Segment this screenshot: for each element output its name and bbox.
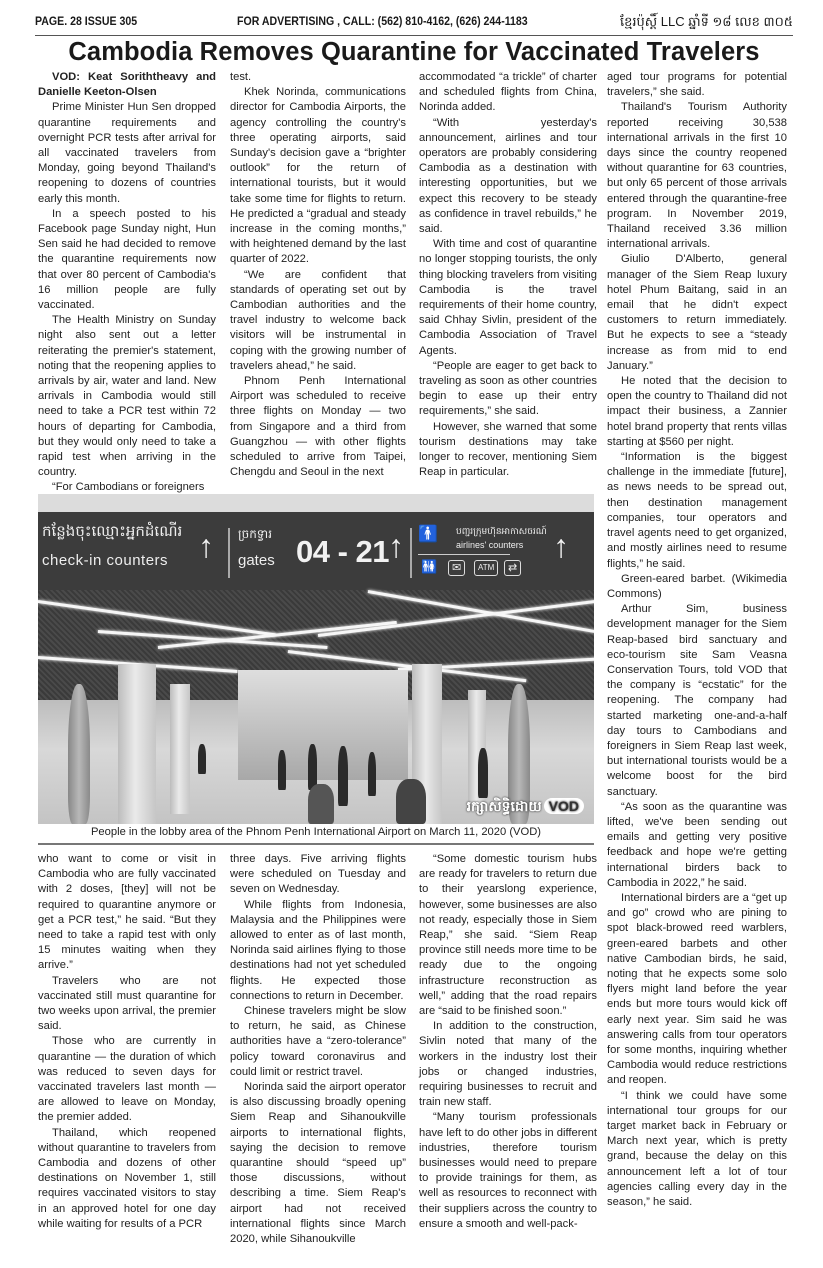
paragraph: test. xyxy=(230,71,252,83)
arrow-up-icon: ↑ xyxy=(553,528,569,564)
paragraph: Phnom Penh International Airport was scheduled to receive three flights on Monday — two from Singapore and a third from Guangzhou — with other flights scheduled to arrive from Taipei, Chengdu and Seoul in the next xyxy=(230,375,406,479)
paragraph: “Many tourism professionals have left to do other jobs in different industries, therefore tourism businesses would need to prepare to provide trainings for them, as well as resources to reconnect with their suppliers across the country to ensure a smooth and well-pack- xyxy=(419,1111,597,1230)
paragraph: accommodated “a trickle” of charter and scheduled flights from China, Norinda added. xyxy=(419,71,597,114)
paragraph: While flights from Indonesia, Malaysia and the Philippines were allowed to enter as of last month, Norinda said airlines flying to those destinations had not yet scheduled flights. He expected those connections to return in December. xyxy=(230,898,406,1002)
sign-gates-label: gates xyxy=(238,552,275,569)
people-icon: 🚹 xyxy=(418,526,438,543)
page-issue-label: PAGE. 28 ISSUE 305 xyxy=(35,16,138,28)
byline: VOD: Keat Soriththeavy and Danielle Keeton-Olsen xyxy=(38,71,216,99)
paragraph: He noted that the decision to open the country to Thailand did not impact their business, a Zannier hotel brand property that rents villas starting at $560 per night. xyxy=(607,375,787,448)
currency-exchange-icon: ⇄ xyxy=(504,560,521,576)
airport-sign xyxy=(38,512,594,590)
caption-divider xyxy=(38,843,594,845)
mail-icon: ✉ xyxy=(448,560,465,576)
sign-airlines-counters: airlines' counters xyxy=(456,540,524,550)
paragraph: With time and cost of quarantine no longer stopping tourists, the only thing blocking travelers from visiting Cambodia is the travel requirements of their home country, said Chhay Sivlin, president of the Cambodia Association of Travel Agents. xyxy=(419,238,597,357)
article-headline: Cambodia Removes Quarantine for Vaccinated Travelers xyxy=(68,38,760,66)
sign-khmer-airlines: បញ្ជរក្រុមហ៊ុនអាកាសចរណ៍ xyxy=(456,526,547,536)
paragraph: International birders are a “get up and go” crowd who are pining to spot black-browed reed warblers, green-eared barbets and other native Cambodian birds, he said, noting that he expects some solo flyers might land before the year ends but more tours would kick off early next year. Sim said he was answering calls from tour operators for some months, inquiring whether Cambodia would reduce restrictions and reopen. xyxy=(607,891,787,1087)
paragraph: Travelers who are not vaccinated still must quarantine for two weeks upon arrival, the premier said. xyxy=(38,974,216,1033)
article-column-4 xyxy=(607,70,787,1210)
article-column-2-top xyxy=(230,70,406,480)
paragraph: The Health Ministry on Sunday night also sent out a letter reiterating the premier's statement, noting that the reopening applies to arrivals by air, water and land. New arrivals in Cambodia would still need to take a PCR test within 72 hours of departing for Cambodia, but they would only need to take a rapid test when arriving in the country. xyxy=(38,314,216,479)
paragraph: Norinda said the airport operator is also discussing broadly opening Siem Reap and Sihanoukville airports to international flights, saying the decision to remove quarantine should “speed up” those discussions, without describing a time. Siem Reap's airport had not received international flights since March 2020, while Sihanoukville xyxy=(230,1081,406,1246)
paragraph: Thailand's Tourism Authority reported receiving 30,538 international arrivals in the first 10 days since the country reopened without quarantine for 63 countries, but only 65 percent of those arrivals entered through the quarantine-free program. In November 2019, Thailand received 3.36 million international arrivals. xyxy=(607,101,787,251)
sign-checkin-counters: check-in counters xyxy=(42,552,169,569)
vod-watermark: រក្សាសិទ្ធិដោយ VOD xyxy=(467,797,584,818)
paragraph: “We are confident that standards of operating set out by Cambodian authorities and the travel industry to welcome back visitors will be instrumental in coping with the growing number of travelers ahead,” he said. xyxy=(230,268,406,372)
paragraph: who want to come or visit in Cambodia who are fully vaccinated with 2 doses, [they] will not be required to quarantine anymore or get a PCR test,” he said. “But they need to take a rapid test with only 15 minutes waiting when they arrive.” xyxy=(38,853,216,972)
paragraph: Thailand, which reopened without quarantine to travelers from Cambodia and dozens of other destinations on November 1, still requires vaccinated visitors to stay in an approved hotel for one day while waiting for results of a PCR xyxy=(38,1126,216,1230)
paragraph: However, she warned that some tourism destinations may take longer to recover, mentioning Siem Reap in particular. xyxy=(419,420,597,479)
sign-khmer-gates: ច្រកទ្វារ xyxy=(238,527,273,541)
airport-lobby-photo xyxy=(38,494,594,824)
paragraph: Prime Minister Hun Sen dropped quarantine requirements and overnight PCR tests after arrival for all vaccinated travelers from Monday, going beyond Thailand's reopening to dozens of countries early this month. xyxy=(38,101,216,205)
photo-caption: People in the lobby area of the Phnom Penh International Airport on March 11, 2020 (VOD) xyxy=(90,826,542,838)
paragraph: “Some domestic tourism hubs are ready for travelers to return due to their yearslong experience, however, some businesses are also not ready, especially those in Siem Reap,” she said. “Siem Reap province still needs more time to be ready due to the ongoing infrastructure reconstruction as well,” adding that the road repairs are “said to be finished soon.” xyxy=(419,853,597,1018)
paragraph: “Information is the biggest challenge in the immediate [future], as news needs to be spread out, then destination management companies, tour operators and travel agents need to get organized, and mostly airlines need to resume flights,” he said. xyxy=(607,451,787,570)
sign-khmer-checkin: កន្លែងចុះឈ្មោះអ្នកដំណើរ xyxy=(42,523,183,540)
article-column-1-top xyxy=(38,70,216,496)
paragraph: “People are eager to get back to traveling as soon as other countries begin to ease up their entry requirements,” she said. xyxy=(419,359,597,418)
article-column-3-bottom xyxy=(419,852,597,1232)
paragraph: Those who are currently in quarantine — the duration of which was reduced to seven days for vaccinated travelers last month — are allowed to leave on Monday, the premier added. xyxy=(38,1035,216,1124)
paragraph: three days. Five arriving flights were scheduled on Tuesday and seven on Wednesday. xyxy=(230,853,406,896)
page-header xyxy=(35,14,793,36)
arrow-up-icon: ↑ xyxy=(198,528,214,564)
paragraph: In addition to the construction, Sivlin noted that many of the workers in the industry lost their jobs or changed industries, requiring businesses to recruit and train new staff. xyxy=(419,1020,597,1109)
paragraph: Khek Norinda, communications director for Cambodia Airports, the agency controlling the country's three operating airports, said Sunday's decision gave a “brighter outlook” for the return of international tourists, but it would take some time for flights to return. He predicted a “gradual and steady increase in the coming months,” with heightened demand by the last quarter of 2022. xyxy=(230,86,407,266)
sign-gate-numbers: 04 - 21 xyxy=(296,534,390,569)
article-column-2-bottom xyxy=(230,852,406,1247)
image-credit: Green-eared barbet. (Wikimedia Commons) xyxy=(607,572,787,600)
paragraph: “For Cambodians or foreigners xyxy=(52,481,205,494)
paragraph: aged tour programs for potential travelers,” she said. xyxy=(607,71,787,99)
paragraph: Giulio D'Alberto, general manager of the Siem Reap luxury hotel Phum Baitang, said in an email that he didn't expect customers to return immediately. But he expects to see a “steady increase as from mid to end January.” xyxy=(607,253,787,372)
article-column-3-top xyxy=(419,70,597,480)
paragraph: “As soon as the quarantine was lifted, we've been sending out emails and getting very positive feedback and hope we're getting international birders back to Cambodia in 2022,” he said. xyxy=(607,800,787,889)
paragraph: Chinese travelers might be slow to return, he said, as Chinese authorities have a “zero-tolerance” policy toward coronavirus and could limit or restrict travel. xyxy=(230,1005,406,1078)
paragraph: “With yesterday's announcement, airlines and tour operators are probably considering Cambodia as a destination with interesting opportunities, but we expect this recovery to be steady as confidence in travel rebuilds,” he said. xyxy=(419,116,597,236)
advertising-contact: FOR ADVERTISING , CALL: (562) 810-4162, (626) 244-1183 xyxy=(237,16,528,28)
paragraph: Arthur Sim, business development manager for the Siem Reap-based bird sanctuary and eco-tourism site Sam Veasna Conservation Tours, told VOD that the company is “ecstatic” for the reopening. The company had started marketing one-and-a-half day tours to Cambodians and foreigners in Siem Reap last week, but international tourists would be a welcome boost for the bird sanctuary. xyxy=(607,603,787,798)
arrow-up-icon: ↑ xyxy=(388,528,404,564)
atm-icon: ATM xyxy=(474,560,498,576)
restroom-icon: 🚻 xyxy=(421,559,438,574)
paragraph: “I think we could have some international tour groups for our target market back in February or March next year, which is pretty grand, because the delay on this announcement left a lot of tour agencies calling every day in the season,” he said. xyxy=(607,1089,787,1209)
article-column-1-bottom xyxy=(38,852,216,1232)
khmer-masthead: ខ្មែរប៉ុស្តិ៍ LLC ឆ្នាំទី ១៨ លេខ ៣០៥ xyxy=(620,14,793,29)
paragraph: In a speech posted to his Facebook page Sunday night, Hun Sen said he had decided to remove the quarantine requirements now that over 80 percent of Cambodia's 16 million people are fully vaccinated. xyxy=(38,207,216,312)
